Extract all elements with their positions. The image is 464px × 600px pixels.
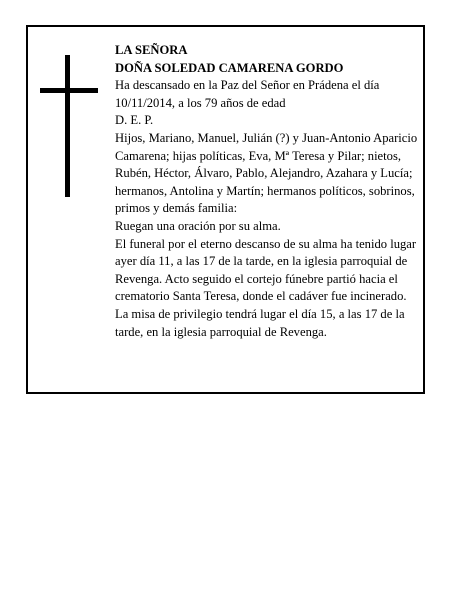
prayer-request: Ruegan una oración por su alma. (115, 218, 281, 233)
cross-horizontal-bar (40, 88, 98, 93)
obituary-title: LA SEÑORA (115, 43, 188, 57)
cross-vertical-bar (65, 55, 70, 197)
death-announcement: Ha descansado en la Paz del Señor en Prádena el día 10/11/2014, a los 79 años de edad (115, 78, 380, 110)
cross-icon (40, 55, 98, 197)
funeral-details: El funeral por el eterno descanso de su alma ha tenido lugar ayer día 11, a las 17 de la tarde, en la iglesia parroquial de Revenga. Acto seguido el cortejo fúnebre partió hacia el crematorio Santa Teresa, donde el cadáver fue incinerado. La misa de privilegio tendrá lugar el día 15, a las 17 de la tarde, en la iglesia parroquial de Revenga. (115, 236, 417, 339)
obituary-notice (26, 25, 425, 394)
rip-text: D. E. P. (115, 113, 154, 128)
obituary-text (115, 42, 421, 341)
deceased-name: DOÑA SOLEDAD CAMARENA GORDO (115, 60, 344, 75)
family-list: Hijos, Mariano, Manuel, Julián (?) y Juan-Antonio Aparicio Camarena; hijas políticas, Eva, Mª Teresa y Pilar; nietos, Rubén, Héctor, Álvaro, Pablo, Alejandro, Azahara y Lucía; hermanos, Antolina y Martín; hermanos políticos, sobrinos, primos y demás familia: (115, 130, 418, 216)
